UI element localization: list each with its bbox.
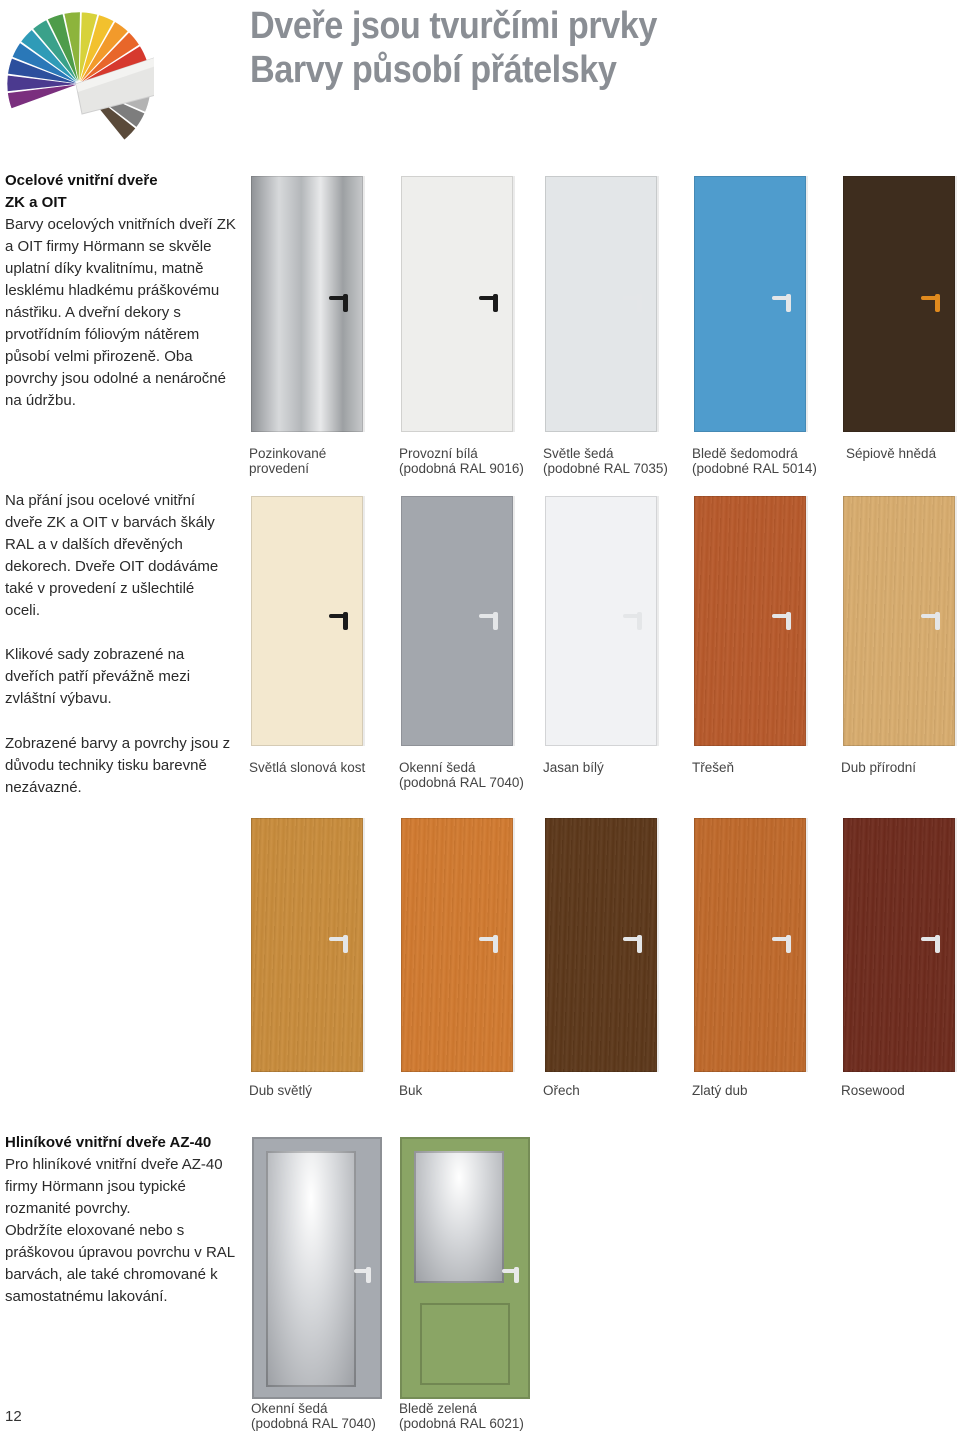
door-caption-name: Okenní šedá bbox=[399, 760, 476, 775]
door-sample bbox=[694, 176, 806, 432]
alu-paragraph-1: Pro hliníkové vnitřní dveře AZ-40 firmy Hörmann jsou typické rozmanité povrchy. bbox=[5, 1156, 223, 1217]
door-caption-name: Sépiově hnědá bbox=[846, 446, 937, 461]
door-caption bbox=[692, 760, 837, 775]
door-sample bbox=[401, 496, 513, 746]
door-caption-name: Bledě zelená bbox=[399, 1401, 478, 1416]
door-caption-name: Dub světlý bbox=[249, 1083, 313, 1098]
door-caption bbox=[543, 1083, 688, 1098]
door-sample bbox=[843, 176, 955, 432]
door-caption-name: Třešeň bbox=[692, 760, 735, 775]
door-caption-name: Ořech bbox=[543, 1083, 580, 1098]
alu-intro bbox=[5, 1132, 237, 1308]
door-caption bbox=[249, 760, 394, 775]
door-caption-name: Okenní šedá bbox=[251, 1401, 328, 1416]
page-number: 12 bbox=[5, 1408, 22, 1425]
door-caption bbox=[249, 1083, 394, 1098]
door-caption-name: Rosewood bbox=[841, 1083, 905, 1098]
door-caption-name: Provozní bílá bbox=[399, 446, 478, 461]
steel-paragraph-4: Zobrazené barvy a povrchy jsou z důvodu techniky tisku barevně nezávazné. bbox=[5, 735, 231, 796]
glass-panel bbox=[266, 1151, 356, 1387]
door-sample bbox=[251, 176, 363, 432]
headline-line-2: Barvy působí přátelsky bbox=[250, 49, 617, 91]
alu-paragraph-2: Obdržíte eloxované nebo s práškovou úpravou povrchu v RAL barvách, ale také chromované k samostatnému lakování. bbox=[5, 1222, 235, 1305]
alu-door-caption bbox=[251, 1401, 396, 1431]
door-caption-ral: (podobná RAL 7040) bbox=[399, 775, 524, 790]
headline-line-1: Dveře jsou tvurčími prvky bbox=[250, 5, 657, 47]
door-sample bbox=[545, 496, 657, 746]
door-caption-name: Pozinkované bbox=[249, 446, 327, 461]
steel-heading-2: ZK a OIT bbox=[5, 194, 67, 211]
door-sample bbox=[843, 496, 955, 746]
door-sample bbox=[251, 818, 363, 1072]
door-caption-name: Buk bbox=[399, 1083, 423, 1098]
door-caption-ral: (podobné RAL 5014) bbox=[692, 461, 817, 476]
door-caption bbox=[543, 760, 688, 775]
color-fan-illustration bbox=[4, 6, 154, 156]
door-caption-name: Zlatý dub bbox=[692, 1083, 748, 1098]
door-caption-ral: (podobná RAL 7040) bbox=[251, 1416, 376, 1431]
door-caption-name: Světlá slonová kost bbox=[249, 760, 366, 775]
door-sample bbox=[545, 176, 657, 432]
door-caption bbox=[543, 446, 688, 476]
door-caption-ral: provedení bbox=[249, 461, 310, 476]
page-headline bbox=[250, 4, 657, 92]
alu-door-caption bbox=[399, 1401, 544, 1431]
glass-panel bbox=[414, 1151, 504, 1283]
lower-panel bbox=[420, 1303, 510, 1385]
door-caption bbox=[846, 446, 960, 461]
door-caption-ral: (podobné RAL 7035) bbox=[543, 461, 668, 476]
door-sample bbox=[401, 818, 513, 1072]
door-caption bbox=[399, 446, 544, 476]
door-caption-name: Světle šedá bbox=[543, 446, 614, 461]
door-caption bbox=[249, 446, 394, 476]
door-sample bbox=[694, 496, 806, 746]
steel-heading-1: Ocelové vnitřní dveře bbox=[5, 172, 158, 189]
steel-intro bbox=[5, 170, 241, 412]
door-caption bbox=[399, 1083, 544, 1098]
door-sample bbox=[251, 496, 363, 746]
alu-heading: Hliníkové vnitřní dveře AZ-40 bbox=[5, 1134, 212, 1151]
steel-paragraph-2: Na přání jsou ocelové vnitřní dveře ZK a OIT v barvách škály RAL a v dalších dřevěných dekorech. Dveře OIT dodáváme také v provedení z ušlechtilé oceli. bbox=[5, 492, 219, 619]
door-caption bbox=[841, 1083, 960, 1098]
door-caption bbox=[841, 760, 960, 775]
door-caption-name: Dub přírodní bbox=[841, 760, 917, 775]
door-caption bbox=[692, 1083, 837, 1098]
alu-door-sample bbox=[400, 1137, 530, 1399]
door-caption-name: Jasan bílý bbox=[543, 760, 604, 775]
steel-paragraph-1: Barvy ocelových vnitřních dveří ZK a OIT firmy Hörmann se skvěle uplatní díky kvalitnímu, matně lesklému hladkému práškovému nástřiku. A dveřní dekory s prvotřídním fóliovým nátěrem působí velmi přirozeně. Oba povrchy jsou odolné a nenáročné na údržbu. bbox=[5, 216, 236, 409]
door-caption bbox=[692, 446, 837, 476]
alu-door-sample bbox=[252, 1137, 382, 1399]
door-caption-name: Bledě šedomodrá bbox=[692, 446, 798, 461]
door-sample bbox=[843, 818, 955, 1072]
door-caption bbox=[399, 760, 544, 790]
door-sample bbox=[545, 818, 657, 1072]
door-sample bbox=[401, 176, 513, 432]
door-sample bbox=[694, 818, 806, 1072]
steel-paragraph-3: Klikové sady zobrazené na dveřích patří převážně mezi zvláštní výbavu. bbox=[5, 646, 191, 707]
door-caption-ral: (podobná RAL 9016) bbox=[399, 461, 524, 476]
door-caption-ral: (podobná RAL 6021) bbox=[399, 1416, 524, 1431]
